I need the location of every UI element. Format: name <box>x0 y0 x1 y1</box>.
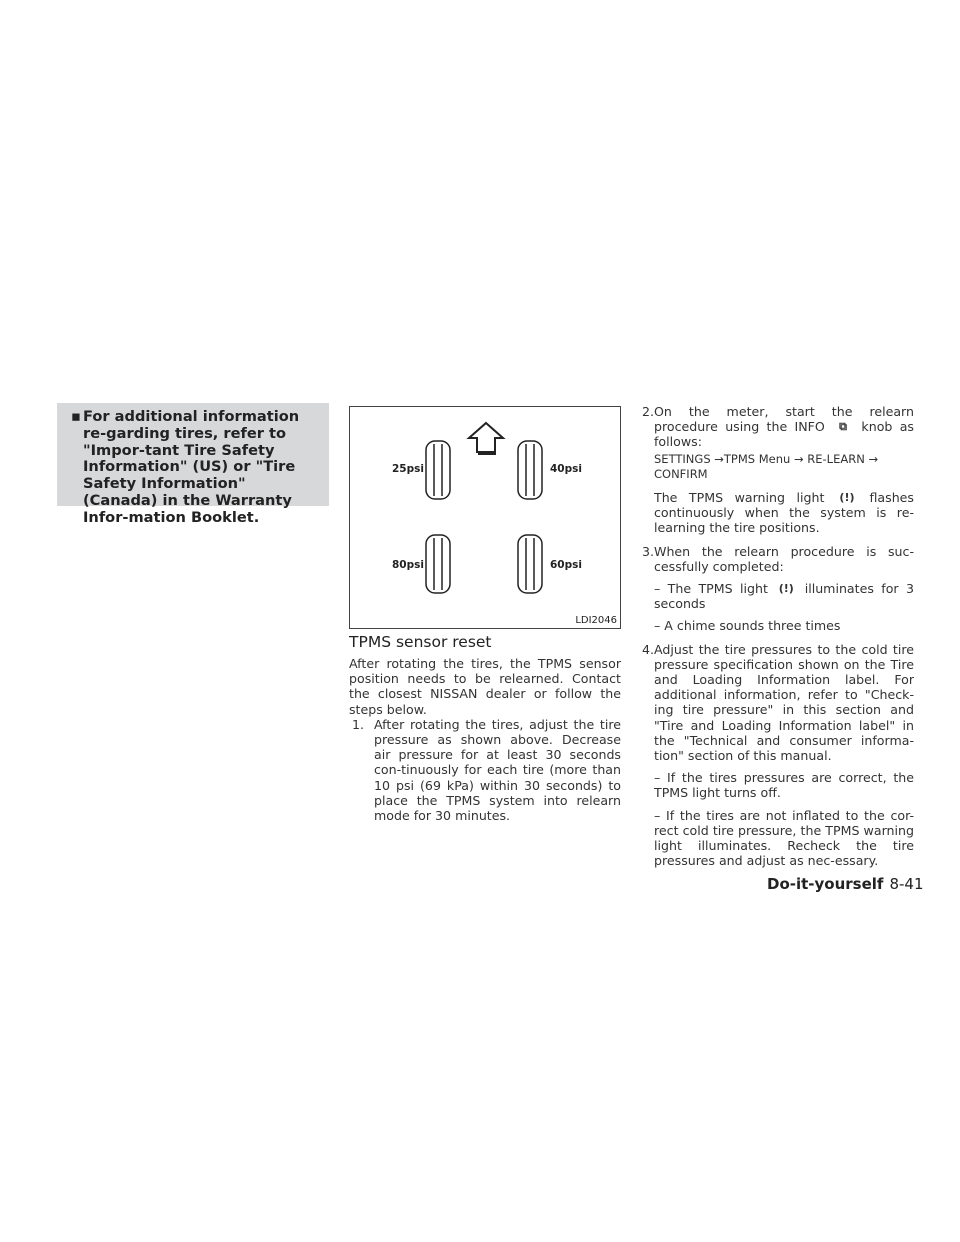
psi-label-rear-right: 60psi <box>550 559 582 571</box>
step-1 <box>352 717 621 823</box>
step-1-text: After rotating the tires, adjust the tire pressure as shown above. Decrease air pressure for at least 30 seconds con-tinuously for each tire (more than 10 psi (69 kPa) within 30 seconds) to place the TPMS system into relearn mode for 30 minutes. <box>374 716 621 824</box>
step-4-text: Adjust the tire pressures to the cold tire pressure specification shown on the Tire and Loading Information label. For additional information, refer to "Check-ing tire pressure" in this section and "Tire and Loading Information label" in the "Technical and consumer informa-tion" section of this manual. <box>654 641 914 764</box>
step-2-text-b: knob as follows: <box>654 419 914 450</box>
step-2-warning-text <box>654 490 914 536</box>
tire-diagram <box>350 407 620 628</box>
step-3 <box>642 544 914 634</box>
forward-arrow-icon <box>469 423 503 454</box>
note-text: For additional information re-garding tires, refer to "Impor-tant Tire Safety Information" (US) or "Tire Safety Information" (Canada) in the Warranty Infor-mation Booklet. <box>83 408 300 526</box>
bullet-icon: ▪ <box>71 408 81 425</box>
tpms-light-icon: (!) <box>778 582 794 596</box>
tire-front-left <box>426 441 450 499</box>
step-4-dash-2: – If the tires are not inflated to the cor-rect cold tire pressure, the TPMS warning light illuminates. Recheck the tire pressures and adjust as nec-essary. <box>654 807 914 869</box>
footer-section: Do-it-yourself <box>767 875 884 893</box>
page-footer <box>767 875 924 893</box>
step-2-number: 2. <box>642 404 655 419</box>
note-box <box>57 403 329 526</box>
step-2-text-a: On the meter, start the relearn procedure using the INFO <box>654 404 914 435</box>
intro-paragraph: After rotating the tires, the TPMS sensor position needs to be relearned. Contact the closest NISSAN dealer or follow the steps below. <box>349 656 621 717</box>
step-4 <box>642 642 914 869</box>
tire-rear-left <box>426 535 450 593</box>
step-3-text: When the relearn procedure is suc-cessfully completed: <box>654 543 914 574</box>
psi-label-front-left: 25psi <box>392 463 424 475</box>
figure-id: LDI2046 <box>575 615 617 626</box>
step-4-number: 4. <box>642 641 655 657</box>
middle-column <box>349 656 621 823</box>
step-3-dash-1-b: illuminates for 3 seconds <box>654 581 914 612</box>
step-2-text-d: flashes continuously when the system is re-learning the tire positions. <box>654 490 914 536</box>
tire-rear-right <box>518 535 542 593</box>
step-2-text-c: The TPMS warning light <box>654 490 825 506</box>
step-4-dash-1: – If the tires pressures are correct, the TPMS light turns off. <box>654 770 914 801</box>
right-column <box>642 404 914 868</box>
step-2 <box>642 404 914 536</box>
step-3-number: 3. <box>642 543 655 559</box>
psi-label-front-right: 40psi <box>550 463 582 475</box>
section-title: TPMS sensor reset <box>349 633 492 651</box>
psi-label-rear-left: 80psi <box>392 559 424 571</box>
tire-rotation-figure <box>349 406 621 629</box>
info-knob-icon: ⧉ <box>839 420 848 434</box>
tpms-warning-icon: (!) <box>839 491 855 505</box>
tire-front-right <box>518 441 542 499</box>
step-3-dash-1 <box>654 581 914 611</box>
step-3-dash-1-a: – The TPMS light <box>654 581 768 597</box>
page-number: 8-41 <box>889 875 924 893</box>
step-1-number: 1. <box>352 716 365 732</box>
settings-path: SETTINGS →TPMS Menu → RE-LEARN → CONFIRM <box>654 451 879 481</box>
step-3-dash-2: – A chime sounds three times <box>654 618 841 634</box>
